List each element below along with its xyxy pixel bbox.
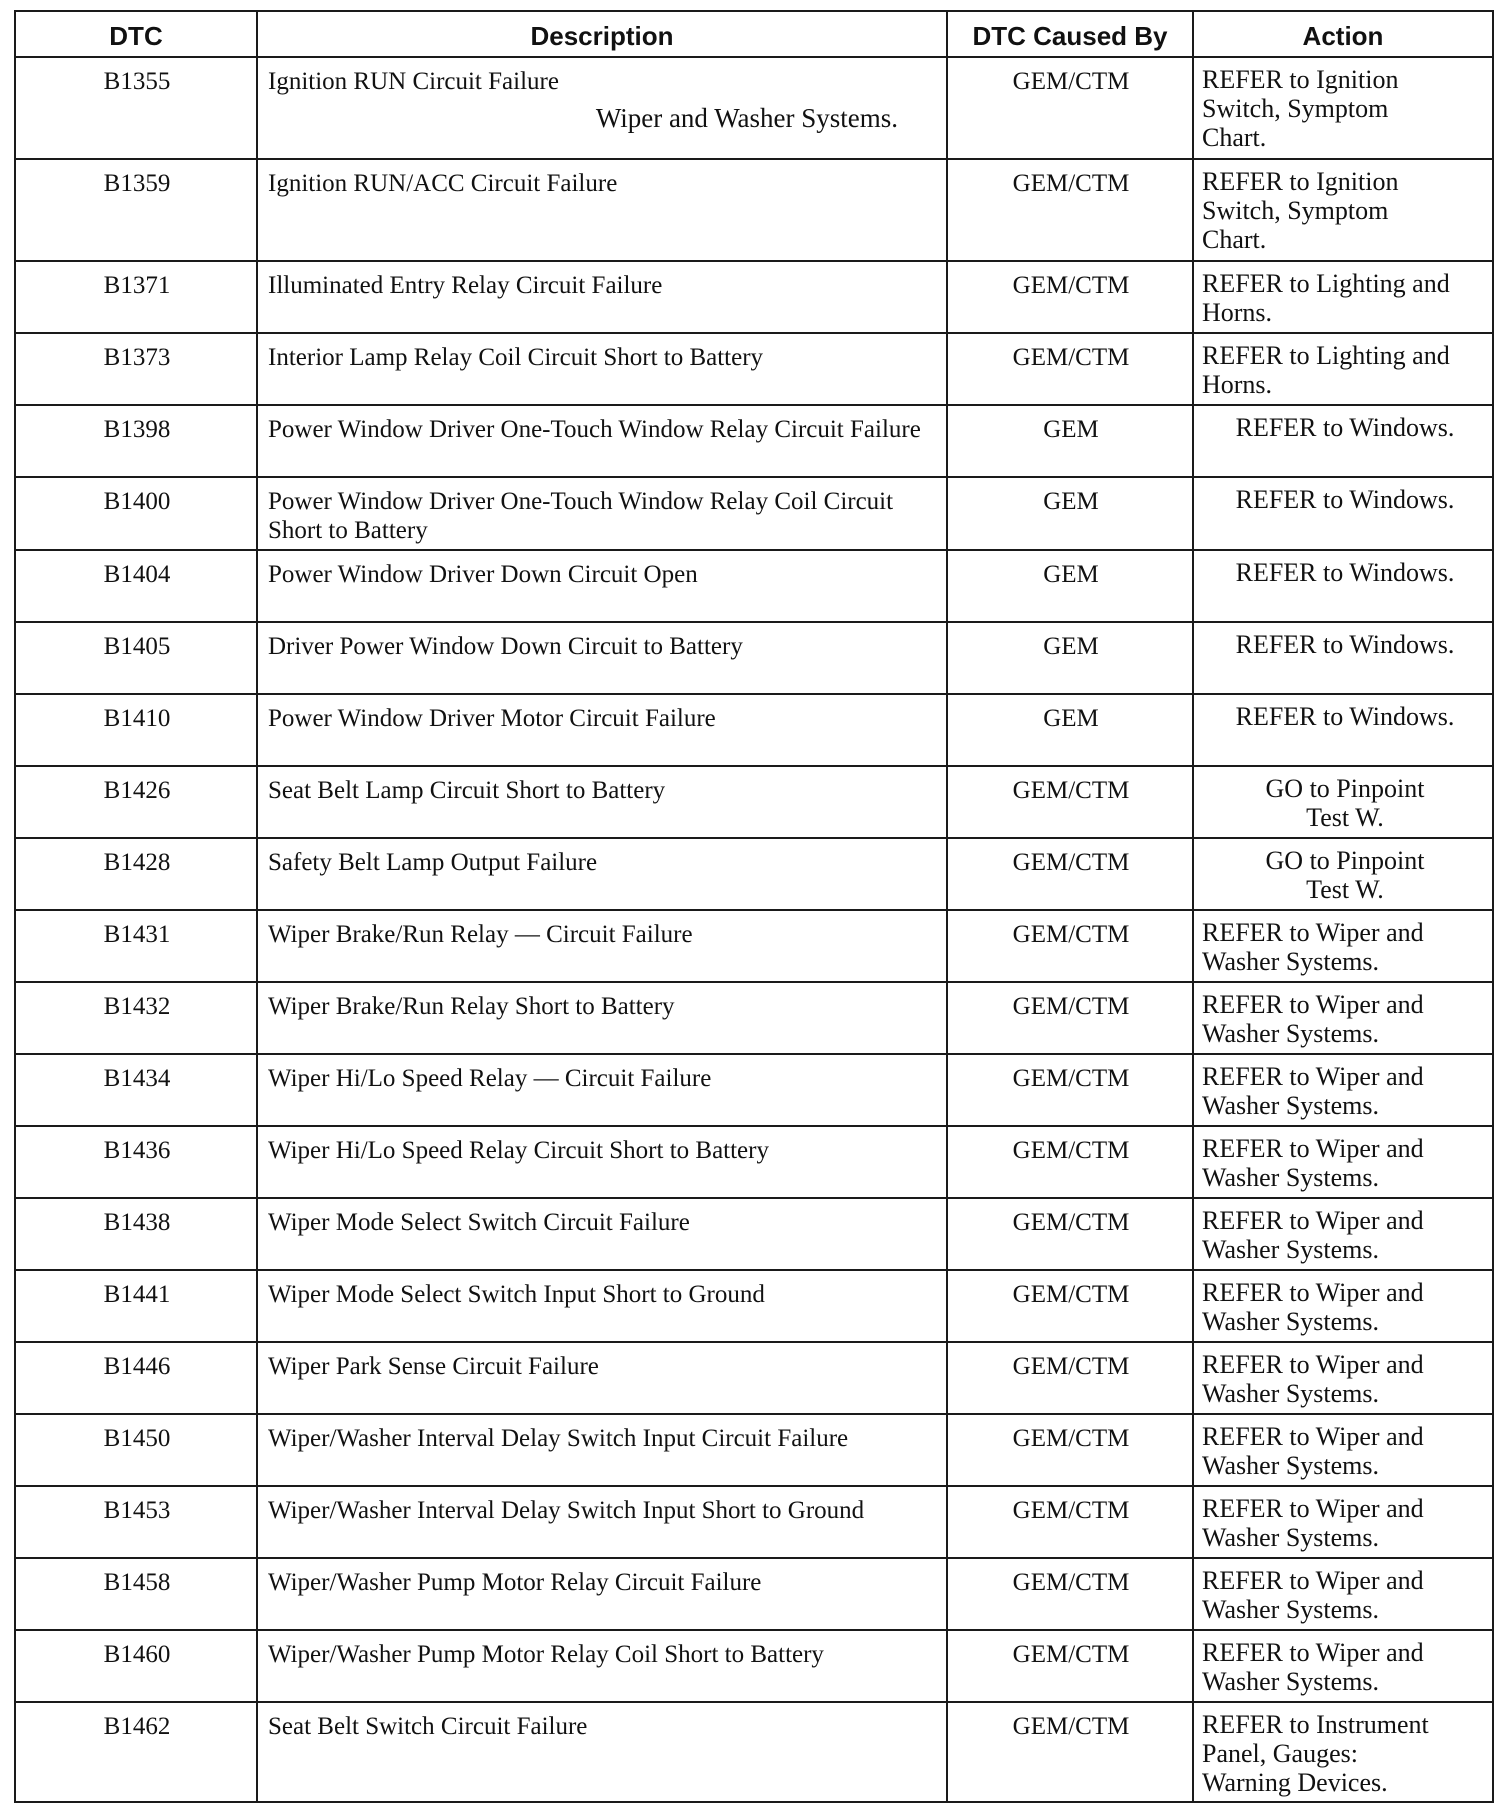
dtc-code: B1438: [15, 1198, 257, 1270]
dtc-description-note: Wiper and Washer Systems.: [595, 103, 898, 133]
dtc-description: Wiper/Washer Interval Delay Switch Input Short to Ground: [268, 1497, 865, 1524]
action-line: REFER to Windows.: [1235, 413, 1455, 442]
dtc-description: Wiper Brake/Run Relay — Circuit Failure: [268, 921, 693, 948]
table-row: [15, 477, 1493, 550]
dtc-caused-by: GEM/CTM: [947, 1558, 1193, 1630]
dtc-description-cell: [257, 57, 947, 159]
dtc-description-cell: [257, 159, 947, 261]
dtc-description: Seat Belt Switch Circuit Failure: [268, 1713, 588, 1740]
action-line: Washer Systems.: [1202, 1451, 1379, 1480]
dtc-code: B1434: [15, 1054, 257, 1126]
table-row: [15, 622, 1493, 694]
action-line: Test W.: [1306, 875, 1384, 904]
dtc-code: B1450: [15, 1414, 257, 1486]
table-row: [15, 1630, 1493, 1702]
action-line: Panel, Gauges:: [1202, 1739, 1358, 1768]
dtc-action: [1193, 1054, 1493, 1126]
dtc-action: [1193, 1486, 1493, 1558]
dtc-action: [1193, 1126, 1493, 1198]
dtc-description-cell: [257, 1414, 947, 1486]
dtc-description-cell: [257, 1054, 947, 1126]
dtc-description-cell: [257, 1198, 947, 1270]
table-row: [15, 405, 1493, 477]
dtc-description: Wiper Brake/Run Relay Short to Battery: [268, 993, 675, 1020]
action-line: Switch, Symptom: [1202, 94, 1389, 123]
dtc-code: B1453: [15, 1486, 257, 1558]
dtc-action: [1193, 1342, 1493, 1414]
action-line: Chart.: [1202, 123, 1267, 152]
dtc-code: B1355: [15, 57, 257, 159]
dtc-code: B1462: [15, 1702, 257, 1802]
dtc-caused-by: GEM: [947, 550, 1193, 622]
table-row: [15, 333, 1493, 405]
header-caused-by: DTC Caused By: [947, 11, 1193, 57]
action-line: Washer Systems.: [1202, 1235, 1379, 1264]
table-row: [15, 1486, 1493, 1558]
action-line: REFER to Wiper and: [1202, 1566, 1424, 1595]
dtc-code: B1410: [15, 694, 257, 766]
dtc-action: [1193, 261, 1493, 333]
dtc-action: [1193, 694, 1493, 766]
table-row: [15, 1414, 1493, 1486]
action-line: REFER to Wiper and: [1202, 1638, 1424, 1667]
dtc-caused-by: GEM: [947, 622, 1193, 694]
dtc-action: [1193, 1558, 1493, 1630]
dtc-caused-by: GEM/CTM: [947, 333, 1193, 405]
dtc-caused-by: GEM/CTM: [947, 1054, 1193, 1126]
dtc-caused-by: GEM/CTM: [947, 57, 1193, 159]
dtc-description-cell: [257, 982, 947, 1054]
dtc-caused-by: GEM: [947, 405, 1193, 477]
table-header-row: [15, 11, 1493, 57]
dtc-code: B1359: [15, 159, 257, 261]
action-line: REFER to Windows.: [1235, 558, 1455, 587]
dtc-description: Interior Lamp Relay Coil Circuit Short to Battery: [268, 344, 764, 371]
action-line: Washer Systems.: [1202, 1091, 1379, 1120]
dtc-caused-by: GEM/CTM: [947, 838, 1193, 910]
action-line: REFER to Wiper and: [1202, 1206, 1424, 1235]
action-line: Warning Devices.: [1202, 1768, 1388, 1797]
dtc-action: [1193, 405, 1493, 477]
dtc-table: [14, 10, 1494, 1803]
action-line: Test W.: [1306, 803, 1384, 832]
action-line: REFER to Lighting and: [1202, 269, 1450, 298]
dtc-code: B1428: [15, 838, 257, 910]
table-row: [15, 261, 1493, 333]
dtc-description-cell: [257, 550, 947, 622]
action-line: Washer Systems.: [1202, 1379, 1379, 1408]
dtc-description-cell: [257, 261, 947, 333]
dtc-description-cell: [257, 1270, 947, 1342]
header-description: Description: [257, 11, 947, 57]
table-row: [15, 1126, 1493, 1198]
dtc-description-cell: [257, 910, 947, 982]
dtc-caused-by: GEM/CTM: [947, 1414, 1193, 1486]
table-row: [15, 550, 1493, 622]
action-line: Washer Systems.: [1202, 1523, 1379, 1552]
action-line: Switch, Symptom: [1202, 196, 1389, 225]
table-row: [15, 1558, 1493, 1630]
dtc-code: B1371: [15, 261, 257, 333]
dtc-description: Power Window Driver Down Circuit Open: [268, 561, 698, 588]
dtc-code: B1432: [15, 982, 257, 1054]
dtc-description-cell: [257, 477, 947, 550]
dtc-description: Wiper/Washer Pump Motor Relay Coil Short to Battery: [268, 1641, 824, 1668]
dtc-description-cell: [257, 1126, 947, 1198]
table-row: [15, 1198, 1493, 1270]
table-row: [15, 57, 1493, 159]
action-line: REFER to Wiper and: [1202, 1422, 1424, 1451]
action-line: REFER to Windows.: [1235, 630, 1455, 659]
dtc-description: Wiper Mode Select Switch Circuit Failure: [268, 1209, 690, 1236]
action-line: REFER to Wiper and: [1202, 1494, 1424, 1523]
dtc-code: B1426: [15, 766, 257, 838]
action-line: REFER to Wiper and: [1202, 1062, 1424, 1091]
dtc-action: [1193, 982, 1493, 1054]
dtc-caused-by: GEM/CTM: [947, 1270, 1193, 1342]
header-dtc: DTC: [15, 11, 257, 57]
dtc-description: Safety Belt Lamp Output Failure: [268, 849, 598, 876]
dtc-caused-by: GEM: [947, 694, 1193, 766]
dtc-action: [1193, 838, 1493, 910]
dtc-action: [1193, 159, 1493, 261]
dtc-description-cell: [257, 766, 947, 838]
dtc-action: [1193, 333, 1493, 405]
dtc-description: Wiper Mode Select Switch Input Short to Ground: [268, 1281, 765, 1308]
table-row: [15, 159, 1493, 261]
dtc-caused-by: GEM/CTM: [947, 1486, 1193, 1558]
dtc-caused-by: GEM/CTM: [947, 766, 1193, 838]
table-row: [15, 910, 1493, 982]
action-line: GO to Pinpoint: [1265, 774, 1425, 803]
dtc-code: B1458: [15, 1558, 257, 1630]
dtc-caused-by: GEM/CTM: [947, 910, 1193, 982]
dtc-description: Seat Belt Lamp Circuit Short to Battery: [268, 777, 666, 804]
dtc-description-cell: [257, 405, 947, 477]
dtc-description-cell: [257, 1342, 947, 1414]
dtc-caused-by: GEM/CTM: [947, 982, 1193, 1054]
dtc-caused-by: GEM/CTM: [947, 1630, 1193, 1702]
dtc-code: B1373: [15, 333, 257, 405]
dtc-action: [1193, 1630, 1493, 1702]
dtc-description: Wiper Hi/Lo Speed Relay — Circuit Failure: [268, 1065, 712, 1092]
dtc-code: B1460: [15, 1630, 257, 1702]
action-line: Washer Systems.: [1202, 1667, 1379, 1696]
action-line: REFER to Ignition: [1202, 65, 1399, 94]
dtc-description: Ignition RUN/ACC Circuit Failure: [268, 170, 618, 197]
dtc-description: Driver Power Window Down Circuit to Battery: [268, 633, 743, 660]
dtc-caused-by: GEM: [947, 477, 1193, 550]
action-line: Washer Systems.: [1202, 1307, 1379, 1336]
dtc-action: [1193, 766, 1493, 838]
dtc-description-cell: [257, 1558, 947, 1630]
dtc-description-cell: [257, 622, 947, 694]
dtc-table-sheet: [14, 10, 1492, 1803]
dtc-description: Wiper/Washer Interval Delay Switch Input Circuit Failure: [268, 1425, 849, 1452]
table-row: [15, 766, 1493, 838]
action-line: REFER to Wiper and: [1202, 990, 1424, 1019]
action-line: REFER to Lighting and: [1202, 341, 1450, 370]
dtc-action: [1193, 1702, 1493, 1802]
table-row: [15, 982, 1493, 1054]
dtc-action: [1193, 1270, 1493, 1342]
action-line: REFER to Wiper and: [1202, 1134, 1424, 1163]
table-row: [15, 1702, 1493, 1802]
action-line: Washer Systems.: [1202, 1019, 1379, 1048]
dtc-caused-by: GEM/CTM: [947, 1198, 1193, 1270]
action-line: REFER to Ignition: [1202, 167, 1399, 196]
action-line: REFER to Windows.: [1235, 702, 1455, 731]
dtc-caused-by: GEM/CTM: [947, 1126, 1193, 1198]
dtc-code: B1404: [15, 550, 257, 622]
dtc-caused-by: GEM/CTM: [947, 1702, 1193, 1802]
header-action: Action: [1193, 11, 1493, 57]
dtc-code: B1446: [15, 1342, 257, 1414]
action-line: REFER to Windows.: [1235, 485, 1455, 514]
table-row: [15, 1270, 1493, 1342]
dtc-action: [1193, 550, 1493, 622]
dtc-action: [1193, 57, 1493, 159]
dtc-action: [1193, 1414, 1493, 1486]
action-line: Washer Systems.: [1202, 1595, 1379, 1624]
dtc-description-cell: [257, 333, 947, 405]
action-line: GO to Pinpoint: [1265, 846, 1425, 875]
dtc-description: Illuminated Entry Relay Circuit Failure: [268, 272, 663, 299]
action-line: REFER to Wiper and: [1202, 1278, 1424, 1307]
dtc-description-cell: [257, 1630, 947, 1702]
dtc-code: B1398: [15, 405, 257, 477]
dtc-description-cell: [257, 694, 947, 766]
action-line: REFER to Wiper and: [1202, 1350, 1424, 1379]
table-body: [15, 57, 1493, 1802]
dtc-description: Power Window Driver Motor Circuit Failure: [268, 705, 716, 732]
dtc-description-cell: [257, 1486, 947, 1558]
dtc-action: [1193, 622, 1493, 694]
dtc-code: B1405: [15, 622, 257, 694]
dtc-description-cell: [257, 1702, 947, 1802]
dtc-action: [1193, 910, 1493, 982]
dtc-code: B1400: [15, 477, 257, 550]
dtc-caused-by: GEM/CTM: [947, 159, 1193, 261]
table-row: [15, 838, 1493, 910]
action-line: REFER to Instrument: [1202, 1710, 1429, 1739]
action-line: Washer Systems.: [1202, 947, 1379, 976]
dtc-action: [1193, 1198, 1493, 1270]
dtc-description: Ignition RUN Circuit Failure: [268, 68, 559, 95]
action-line: Washer Systems.: [1202, 1163, 1379, 1192]
action-line: Chart.: [1202, 225, 1267, 254]
dtc-description-cell: [257, 838, 947, 910]
action-line: Horns.: [1202, 370, 1273, 399]
action-line: REFER to Wiper and: [1202, 918, 1424, 947]
dtc-action: [1193, 477, 1493, 550]
table-row: [15, 694, 1493, 766]
dtc-code: B1441: [15, 1270, 257, 1342]
dtc-description: Wiper/Washer Pump Motor Relay Circuit Failure: [268, 1569, 762, 1596]
dtc-description: Wiper Hi/Lo Speed Relay Circuit Short to Battery: [268, 1137, 769, 1164]
dtc-description: Power Window Driver One-Touch Window Relay Coil Circuit Short to Battery: [268, 488, 894, 544]
dtc-code: B1431: [15, 910, 257, 982]
dtc-caused-by: GEM/CTM: [947, 1342, 1193, 1414]
dtc-code: B1436: [15, 1126, 257, 1198]
dtc-description: Wiper Park Sense Circuit Failure: [268, 1353, 599, 1380]
dtc-description: Power Window Driver One-Touch Window Relay Circuit Failure: [268, 416, 921, 443]
dtc-caused-by: GEM/CTM: [947, 261, 1193, 333]
table-row: [15, 1342, 1493, 1414]
action-line: Horns.: [1202, 298, 1273, 327]
table-row: [15, 1054, 1493, 1126]
